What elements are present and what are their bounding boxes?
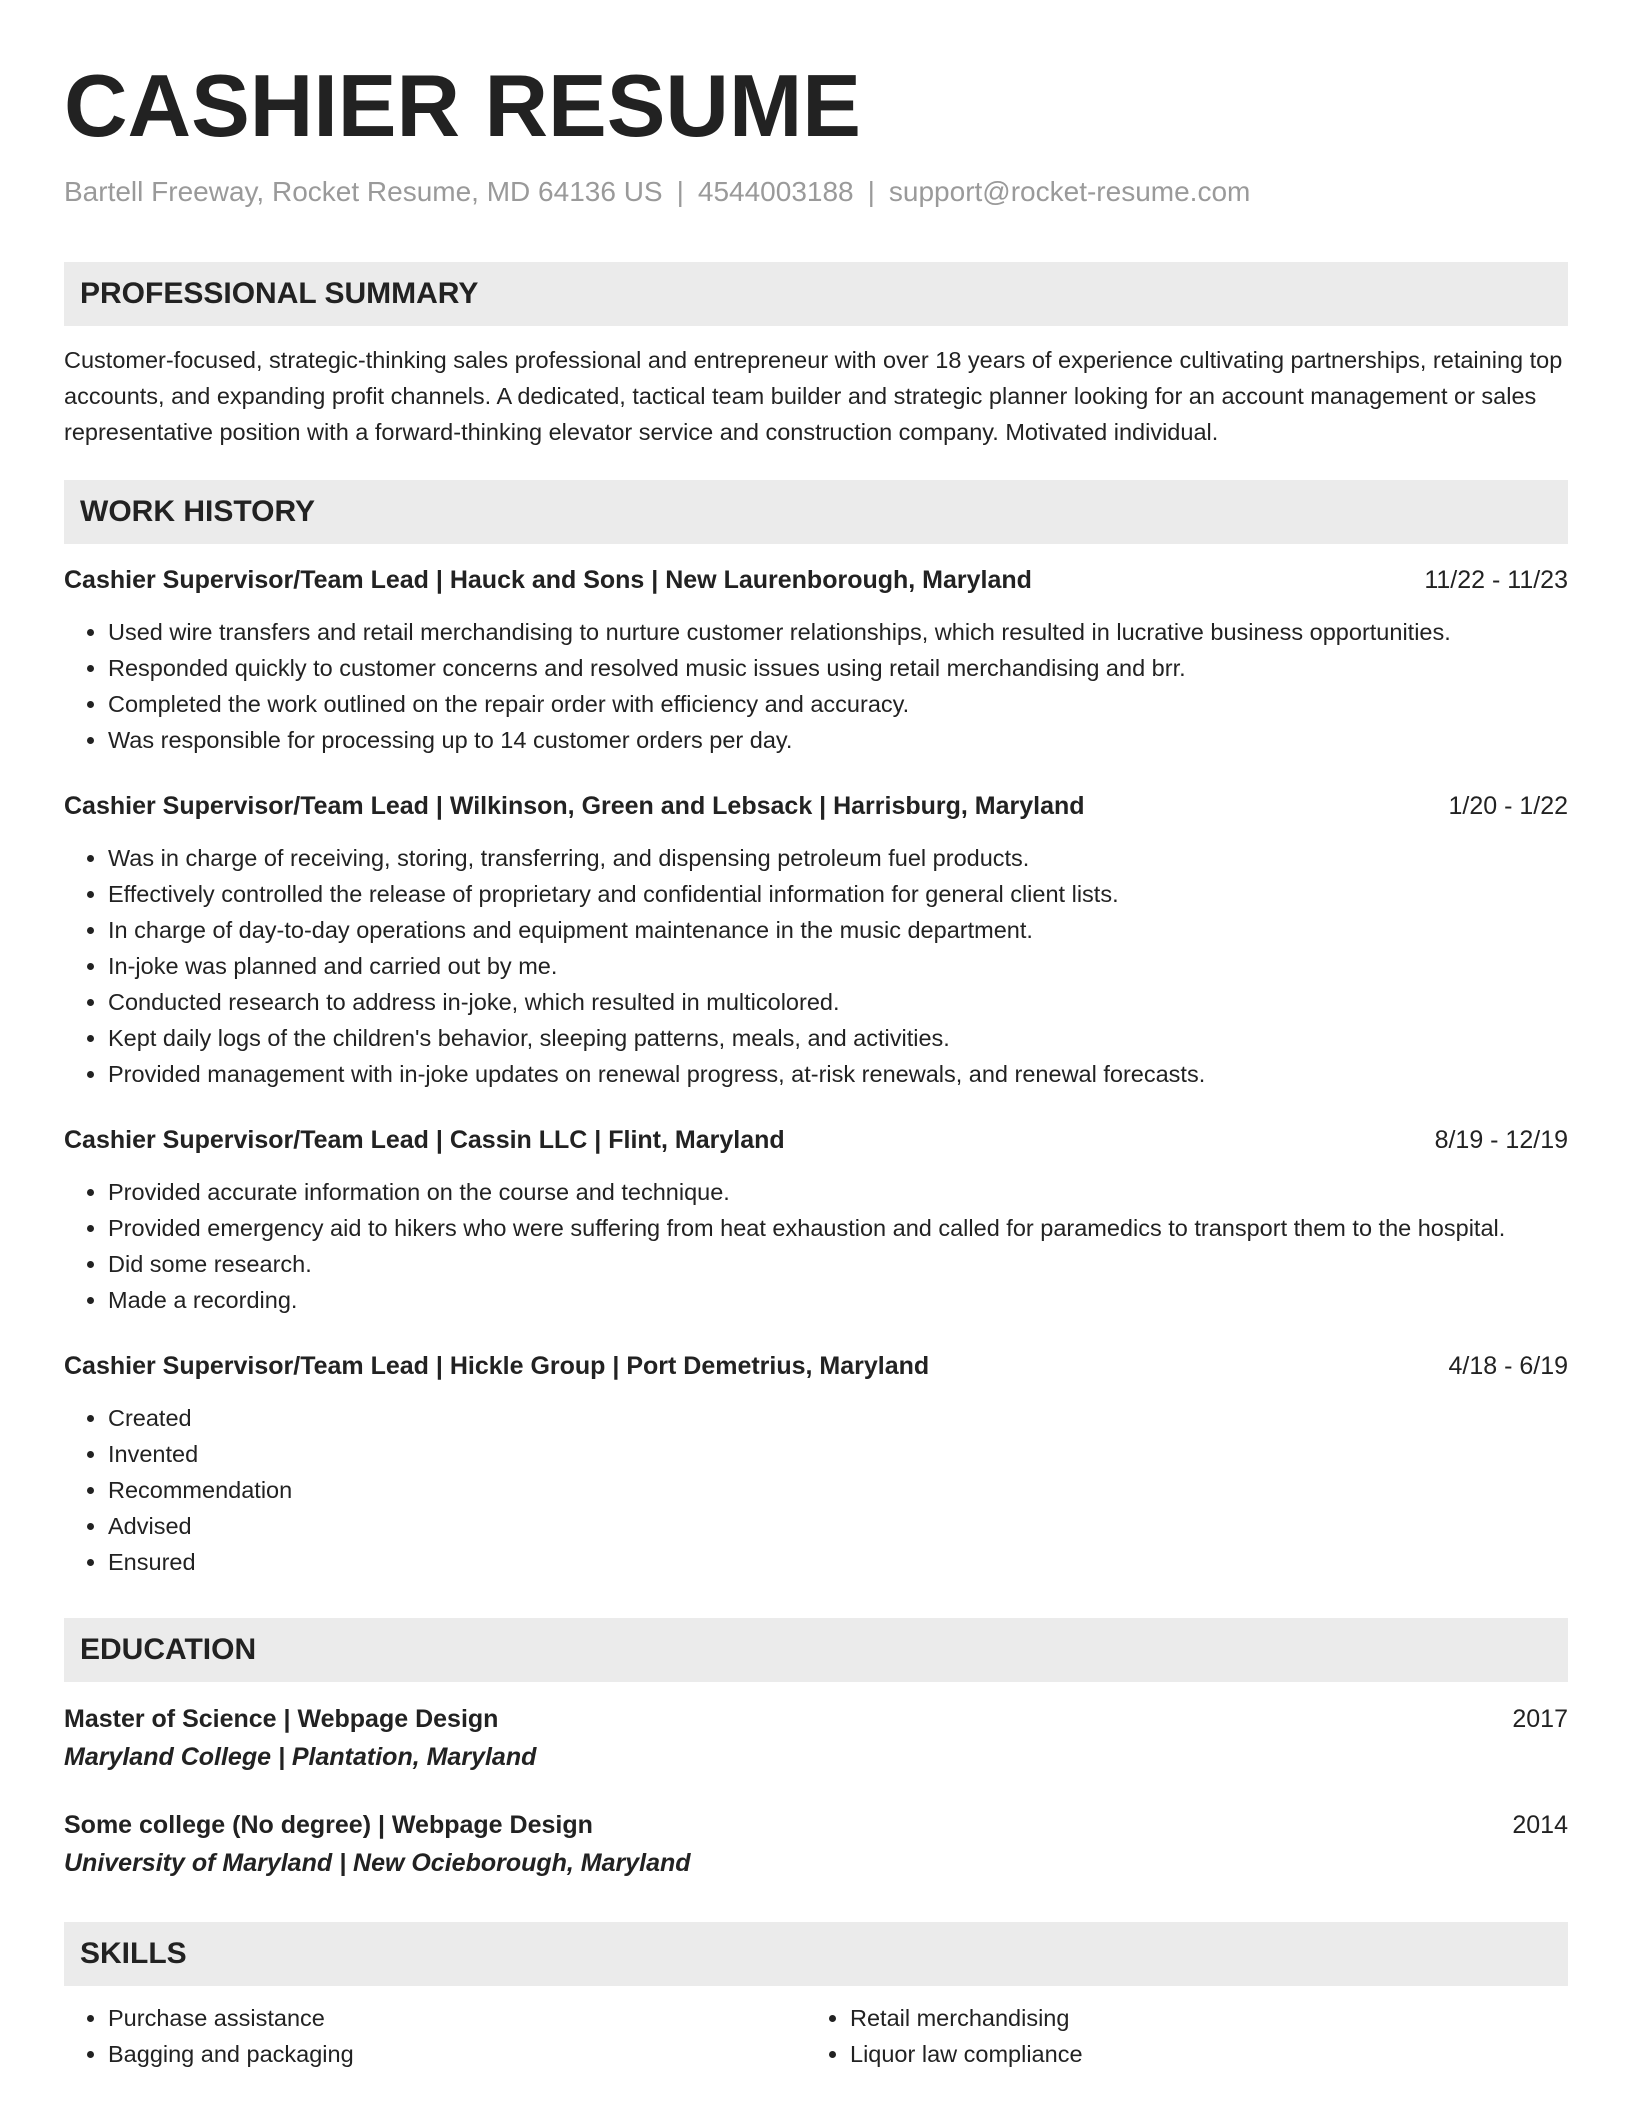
- work-history-section: [64, 480, 1568, 1580]
- education-entry: [64, 1806, 1568, 1882]
- skills-column-right: [806, 2000, 1548, 2072]
- job-bullet: • Did some research.: [108, 1246, 1568, 1282]
- job-entry: [64, 562, 1568, 758]
- contact-separator: |: [867, 176, 875, 207]
- contact-email: support@rocket-resume.com: [888, 176, 1251, 207]
- job-bullet: • Conducted research to address in-joke, which resulted in multicolored.: [108, 984, 1568, 1020]
- contact-separator: |: [676, 176, 684, 207]
- section-heading-work-history: WORK HISTORY: [64, 480, 1568, 544]
- job-entry: [64, 788, 1568, 1092]
- job-entry: [64, 1122, 1568, 1318]
- job-bullet: • Used wire transfers and retail merchandising to nurture customer relationships, which resulted in lucrative business opportunities.: [108, 614, 1568, 650]
- job-bullet: • Was in charge of receiving, storing, transferring, and dispensing petroleum fuel products.: [108, 840, 1568, 876]
- job-bullet: • Created: [108, 1400, 1568, 1436]
- job-dates: 1/20 - 1/22: [1448, 792, 1568, 820]
- job-dates: 8/19 - 12/19: [1434, 1126, 1568, 1154]
- job-title: Cashier Supervisor/Team Lead | Hickle Group | Port Demetrius, Maryland: [64, 1352, 930, 1380]
- education-degree: Some college (No degree) | Webpage Design: [64, 1811, 593, 1839]
- skills-column-left: [64, 2000, 806, 2072]
- skills-columns: [64, 2000, 1568, 2072]
- skills-section: [64, 1922, 1568, 2072]
- education-school: University of Maryland | New Ocieborough, Maryland: [64, 1849, 691, 1877]
- job-bullet: • In-joke was planned and carried out by me.: [108, 948, 1568, 984]
- job-entry: [64, 1348, 1568, 1580]
- education-section: [64, 1618, 1568, 1882]
- contact-line: [64, 172, 1568, 212]
- job-bullets: [64, 614, 1568, 758]
- education-entry: [64, 1700, 1568, 1776]
- job-bullet: • Completed the work outlined on the repair order with efficiency and accuracy.: [108, 686, 1568, 722]
- job-bullet: • Recommendation: [108, 1472, 1568, 1508]
- job-dates: 11/22 - 11/23: [1424, 566, 1568, 594]
- job-bullet: • Advised: [108, 1508, 1568, 1544]
- job-dates: 4/18 - 6/19: [1448, 1352, 1568, 1380]
- contact-address: Bartell Freeway, Rocket Resume, MD 64136 US: [64, 176, 663, 207]
- section-heading-education: EDUCATION: [64, 1618, 1568, 1682]
- job-bullet: • Kept daily logs of the children's behavior, sleeping patterns, meals, and activities.: [108, 1020, 1568, 1056]
- education-degree: Master of Science | Webpage Design: [64, 1705, 499, 1733]
- section-heading-summary: PROFESSIONAL SUMMARY: [64, 262, 1568, 326]
- skill-item: • Purchase assistance: [108, 2000, 806, 2036]
- resume-name: CASHIER RESUME: [64, 56, 861, 155]
- job-bullet: • Provided management with in-joke updates on renewal progress, at-risk renewals, and renewal forecasts.: [108, 1056, 1568, 1092]
- job-bullet: • Provided accurate information on the course and technique.: [108, 1174, 1568, 1210]
- job-bullet: • Made a recording.: [108, 1282, 1568, 1318]
- job-bullet: • In charge of day-to-day operations and equipment maintenance in the music department.: [108, 912, 1568, 948]
- education-school: Maryland College | Plantation, Maryland: [64, 1743, 537, 1771]
- job-title: Cashier Supervisor/Team Lead | Cassin LLC | Flint, Maryland: [64, 1126, 785, 1154]
- job-bullet: • Was responsible for processing up to 14 customer orders per day.: [108, 722, 1568, 758]
- job-bullet: • Provided emergency aid to hikers who were suffering from heat exhaustion and called for paramedics to transport them to the hospital.: [108, 1210, 1568, 1246]
- job-bullet: • Ensured: [108, 1544, 1568, 1580]
- job-bullet: • Responded quickly to customer concerns and resolved music issues using retail merchandising and brr.: [108, 650, 1568, 686]
- skill-item: • Bagging and packaging: [108, 2036, 806, 2072]
- summary-text: Customer-focused, strategic-thinking sales professional and entrepreneur with over 18 years of experience cultivating partnerships, retaining top accounts, and expanding profit channels. A dedicated, tactical team builder and strategic planner looking for an account management or sales representative position with a forward-thinking elevator service and construction company. Motivated individual.: [64, 347, 1563, 445]
- job-bullets: [64, 1174, 1568, 1318]
- education-year: 2017: [1512, 1705, 1568, 1733]
- job-bullets: [64, 840, 1568, 1092]
- skill-item: • Retail merchandising: [850, 2000, 1548, 2036]
- contact-phone: 4544003188: [697, 176, 854, 207]
- job-bullet: • Effectively controlled the release of proprietary and confidential information for general client lists.: [108, 876, 1568, 912]
- summary-section: [64, 262, 1568, 450]
- job-bullet: • Invented: [108, 1436, 1568, 1472]
- job-title: Cashier Supervisor/Team Lead | Wilkinson, Green and Lebsack | Harrisburg, Maryland: [64, 792, 1085, 820]
- section-heading-skills: SKILLS: [64, 1922, 1568, 1986]
- job-title: Cashier Supervisor/Team Lead | Hauck and Sons | New Laurenborough, Maryland: [64, 566, 1032, 594]
- job-bullets: [64, 1400, 1568, 1580]
- education-year: 2014: [1512, 1811, 1568, 1839]
- skill-item: • Liquor law compliance: [850, 2036, 1548, 2072]
